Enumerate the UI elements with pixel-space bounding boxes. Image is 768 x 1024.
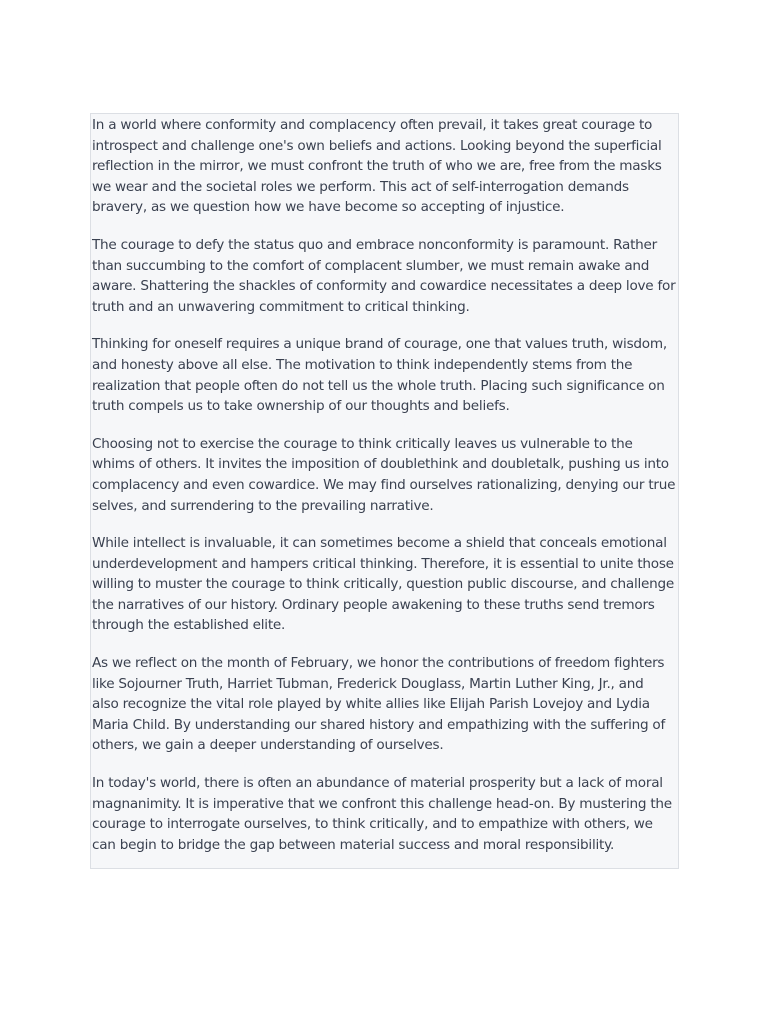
- text-line: also recognize the vital role played by white allies like Elijah Parish Lovejoy and Lydia: [92, 696, 650, 713]
- paragraph: [92, 235, 678, 317]
- text-line: The courage to defy the status quo and embrace nonconformity is paramount. Rather: [92, 236, 657, 253]
- text-line: we wear and the societal roles we perform. This act of self-interrogation demands: [92, 178, 629, 195]
- text-line: bravery, as we question how we have become so accepting of injustice.: [92, 199, 565, 216]
- text-line: Choosing not to exercise the courage to think critically leaves us vulnerable to the: [92, 435, 633, 452]
- text-line: the narratives of our history. Ordinary people awakening to these truths send tremors: [92, 596, 655, 613]
- text-line: magnanimity. It is imperative that we confront this challenge head-on. By mustering the: [92, 795, 672, 812]
- text-line: While intellect is invaluable, it can sometimes become a shield that conceals emotional: [92, 535, 667, 552]
- text-box: [90, 113, 679, 869]
- text-line: reflection in the mirror, we must confront the truth of who we are, free from the masks: [92, 158, 662, 175]
- text-line: aware. Shattering the shackles of conformity and cowardice necessitates a deep love for: [92, 278, 676, 295]
- text-line: and honesty above all else. The motivation to think independently stems from the: [92, 356, 633, 373]
- text-line: courage to interrogate ourselves, to think critically, and to empathize with others, we: [92, 816, 653, 833]
- paragraph: [92, 115, 678, 218]
- paragraph: [92, 533, 678, 636]
- paragraph: [92, 434, 678, 516]
- text-line: willing to muster the courage to think critically, question public discourse, and challenge: [92, 576, 674, 593]
- text-line: In today's world, there is often an abundance of material prosperity but a lack of moral: [92, 775, 663, 792]
- paragraph: [92, 334, 678, 416]
- text-line: truth compels us to take ownership of our thoughts and beliefs.: [92, 398, 510, 415]
- text-line: through the established elite.: [92, 617, 286, 634]
- text-line: Maria Child. By understanding our shared history and empathizing with the suffering of: [92, 716, 666, 733]
- text-line: selves, and surrendering to the prevailing narrative.: [92, 497, 434, 514]
- paragraph: [92, 653, 678, 756]
- text-line: like Sojourner Truth, Harriet Tubman, Frederick Douglass, Martin Luther King, Jr., and: [92, 675, 644, 692]
- text-line: whims of others. It invites the imposition of doublethink and doubletalk, pushing us into: [92, 456, 669, 473]
- text-line: truth and an unwavering commitment to critical thinking.: [92, 298, 470, 315]
- paragraph: [92, 773, 678, 855]
- text-line: can begin to bridge the gap between material success and moral responsibility.: [92, 836, 615, 853]
- text-line: complacency and even cowardice. We may find ourselves rationalizing, denying our true: [92, 476, 676, 493]
- text-line: realization that people often do not tell us the whole truth. Placing such significance on: [92, 377, 665, 394]
- text-line: others, we gain a deeper understanding of ourselves.: [92, 737, 444, 754]
- text-line: As we reflect on the month of February, we honor the contributions of freedom fighters: [92, 655, 665, 672]
- text-line: underdevelopment and hampers critical thinking. Therefore, it is essential to unite those: [92, 555, 674, 572]
- text-line: than succumbing to the comfort of complacent slumber, we must remain awake and: [92, 257, 650, 274]
- text-line: Thinking for oneself requires a unique brand of courage, one that values truth, wisdom,: [92, 336, 667, 353]
- text-line: introspect and challenge one's own beliefs and actions. Looking beyond the superficial: [92, 137, 662, 154]
- text-line: In a world where conformity and complacency often prevail, it takes great courage to: [92, 117, 653, 133]
